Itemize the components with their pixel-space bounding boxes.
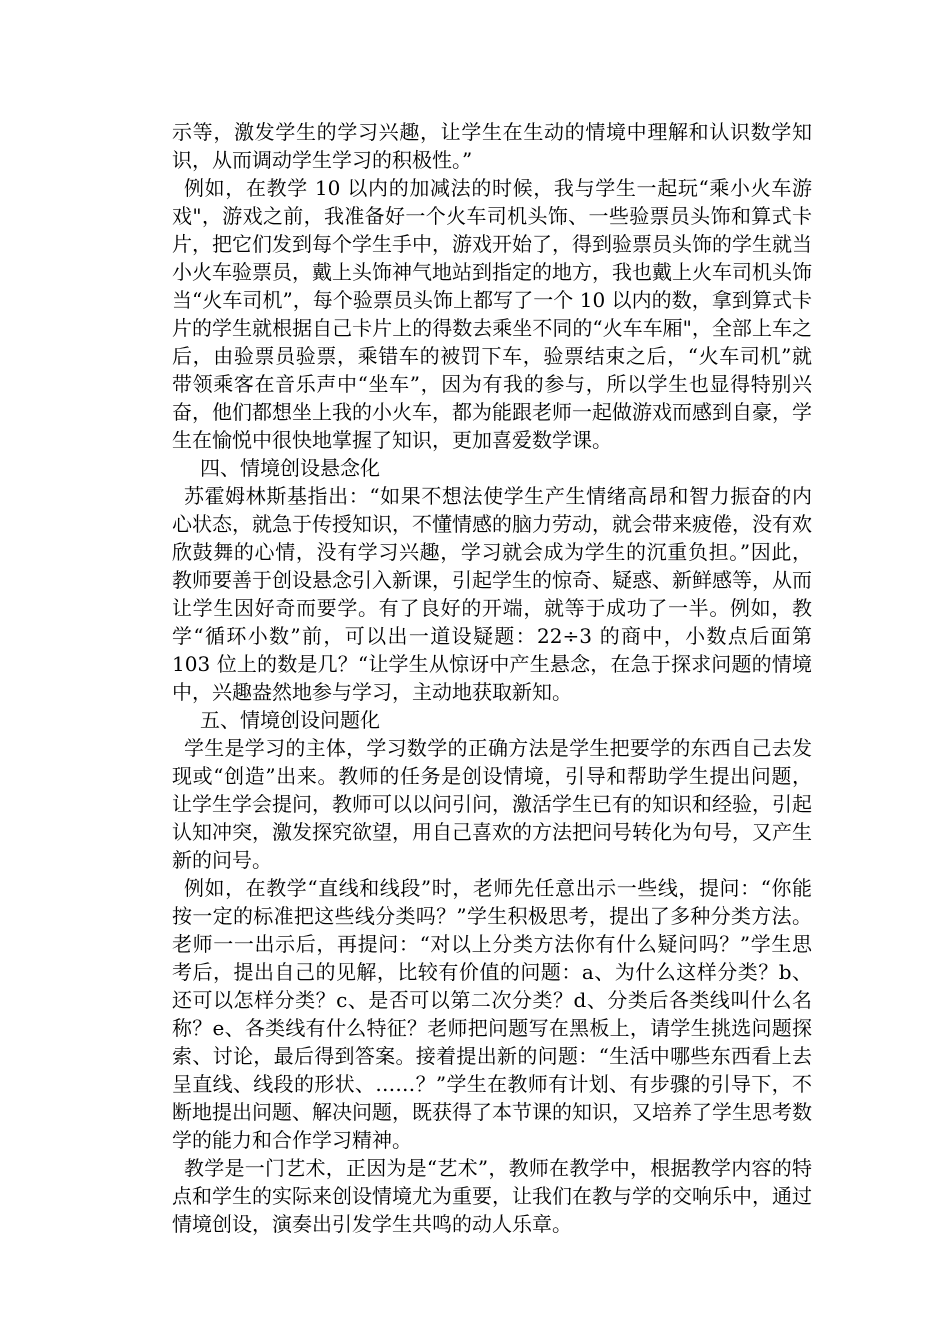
paragraph-continuation: 示等，激发学生的学习兴趣，让学生在生动的情境中理解和认识数学知识，从而调动学生学习的积极性。” xyxy=(172,120,812,172)
paragraph-lines-example: 例如，在教学“直线和线段”时，老师先任意出示一些线，提问：“你能按一定的标准把这些线分类吗？”学生积极思考，提出了多种分类方法。老师一一出示后，再提问：“对以上分类方法你有什么疑问吗？”学生思考后，提出自己的见解，比较有价值的问题：a、为什么这样分类？b、还可以怎样分类？c、是否可以第二次分类？d、分类后各类线叫什么名称？e、各类线有什么特征？老师把问题写在黑板上，请学生挑选问题探索、讨论，最后得到答案。接着提出新的问题：“生活中哪些东西看上去呈直线、线段的形状、……？”学生在教师有计划、有步骤的引导下，不断地提出问题、解决问题，既获得了本节课的知识，又培养了学生思考数学的能力和合作学习精神。 xyxy=(172,876,812,1152)
document-body xyxy=(172,118,812,1238)
paragraph-questions: 学生是学习的主体，学习数学的正确方法是学生把要学的东西自己去发现或“创造”出来。教师的任务是创设情境，引导和帮助学生提出问题，让学生学会提问，教师可以以问引问，激活学生已有的知识和经验，引起认知冲突，激发探究欲望，用自己喜欢的方法把问号转化为句号，又产生新的问号。 xyxy=(172,736,812,872)
paragraph-suspense: 苏霍姆林斯基指出：“如果不想法使学生产生情绪高昂和智力振奋的内心状态，就急于传授知识，不懂情感的脑力劳动，就会带来疲倦，没有欢欣鼓舞的心情，没有学习兴趣，学习就会成为学生的沉重负担。”因此，教师要善于创设悬念引入新课，引起学生的惊奇、疑惑、新鲜感等，从而让学生因好奇而要学。有了良好的开端，就等于成功了一半。例如，教学“循环小数”前，可以出一道设疑题：22÷3 的商中，小数点后面第 103 位上的数是几？“让学生从惊讶中产生悬念，在急于探求问题的情境中，兴趣盎然地参与学习，主动地获取新知。 xyxy=(172,484,812,704)
paragraph-train-game-example: 例如，在教学 10 以内的加减法的时候，我与学生一起玩“乘小火车游戏"，游戏之前，我准备好一个火车司机头饰、一些验票员头饰和算式卡片，把它们发到每个学生手中，游戏开始了，得到验票员头饰的学生就当小火车验票员，戴上头饰神气地站到指定的地方，我也戴上火车司机头饰当“火车司机”，每个验票员头饰上都写了一个 10 以内的数，拿到算式卡片的学生就根据自己卡片上的得数去乘坐不同的“火车车厢"，全部上车之后，由验票员验票，乘错车的被罚下车，验票结束之后，“火车司机”就带领乘客在音乐声中“坐车”，因为有我的参与，所以学生也显得特别兴奋，他们都想坐上我的小火车，都为能跟老师一起做游戏而感到自豪，学生在愉悦中很快地掌握了知识，更加喜爱数学课。 xyxy=(172,176,812,452)
section-heading-suspense: 四、情境创设悬念化 xyxy=(200,456,380,480)
section-heading-questions: 五、情境创设问题化 xyxy=(200,708,380,732)
paragraph-conclusion: 教学是一门艺术，正因为是“艺术”，教师在教学中，根据教学内容的特点和学生的实际来创设情境尤为重要，让我们在教与学的交响乐中，通过情境创设，演奏出引发学生共鸣的动人乐章。 xyxy=(172,1156,812,1236)
